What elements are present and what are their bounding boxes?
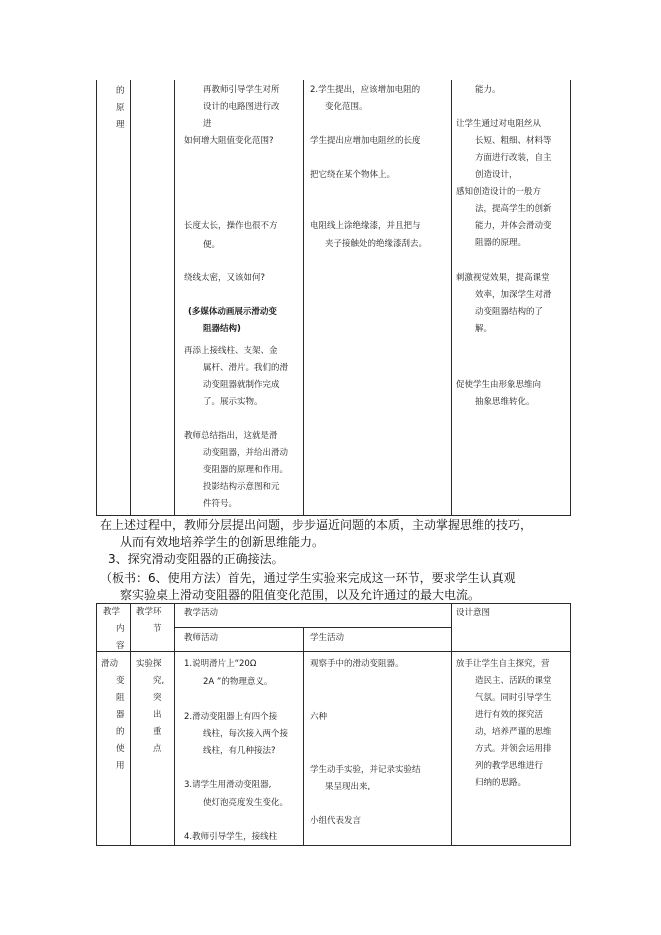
header-student: 学生活动 xyxy=(310,633,345,643)
student-activity-line: 六种 xyxy=(310,712,328,722)
table1-col-divider-4 xyxy=(451,80,452,516)
design-intent-line: 阻器的原理。 xyxy=(475,238,527,248)
table2-col-divider-1 xyxy=(130,603,131,846)
header-content: 容 xyxy=(116,641,125,651)
content-char: 用 xyxy=(116,761,125,771)
table2-subheader-line xyxy=(174,627,451,628)
design-intent-line: 方面进行改装，自主 xyxy=(475,153,552,163)
table2-col-divider-3 xyxy=(303,627,304,846)
table2-header-bottom xyxy=(96,651,571,652)
teacher-activity-line: 线柱，有几种接法? xyxy=(203,746,276,756)
teacher-activity-line: 属杆、滑片。我们的滑 xyxy=(203,363,289,373)
design-intent-line: 感知创造设计的一般方 xyxy=(456,187,542,197)
content-char: 使 xyxy=(116,744,125,754)
design-intent-line: 动，培养严谨的思维 xyxy=(475,727,552,737)
teacher-activity-line: 了。展示实物。 xyxy=(203,397,263,407)
teacher-activity-line: 2A ”的物理意义。 xyxy=(203,677,273,687)
teacher-activity-line: 2.滑动变阻器上有四个接 xyxy=(184,712,278,722)
table2-col-divider-2 xyxy=(174,603,175,846)
table2-border-left xyxy=(96,603,97,846)
teacher-activity-line: (多媒体动画展示滑动变 xyxy=(188,307,277,317)
teacher-activity-line: 绕线太密，又该如何? xyxy=(184,273,266,283)
teacher-activity-line: 再教师引导学生对所 xyxy=(203,85,280,95)
design-intent-line: 创造设计， xyxy=(475,170,518,180)
paragraph-line: 从而有效地培养学生的创新思维能力。 xyxy=(120,535,325,549)
step-char: 出 xyxy=(153,710,162,720)
student-activity-line: 学生提出应增加电阻丝的长度 xyxy=(310,136,421,146)
content-char: 的 xyxy=(116,727,125,737)
design-intent-line: 列的教学思维进行 xyxy=(475,761,544,771)
table1-border-left xyxy=(96,80,97,516)
student-activity-line: 变化范围。 xyxy=(325,102,368,112)
header-activity: 教学活动 xyxy=(184,608,219,618)
student-activity-line: 2.学生提出，应该增加电阻的 xyxy=(310,85,421,95)
design-intent-line: 解。 xyxy=(475,324,493,334)
step-char: 实验探 xyxy=(136,659,162,669)
teacher-activity-line: 动变阻器，并给出滑动 xyxy=(203,448,289,458)
student-activity-line: 夹子接触处的绝缘漆刮去。 xyxy=(325,239,428,249)
teacher-activity-line: 使灯泡亮度发生变化。 xyxy=(203,798,289,808)
student-activity-line: 电阻线上涂绝缘漆，并且把与 xyxy=(310,221,421,231)
teacher-activity-line: 进 xyxy=(203,119,212,129)
teacher-activity-line: 如何增大阻值变化范围? xyxy=(184,136,274,146)
teacher-activity-line: 件符号。 xyxy=(203,499,238,509)
paragraph-line: 察实验桌上滑动变阻器的阻值变化范围，以及允许通过的最大电流。 xyxy=(120,588,481,602)
design-intent-line: 能力。 xyxy=(475,85,501,95)
step-char: 点 xyxy=(153,744,162,754)
table2-col-divider-4 xyxy=(451,603,452,846)
teacher-activity-line: 动变阻器就制作完成 xyxy=(203,380,280,390)
header-step: 教学环 xyxy=(136,607,162,617)
design-intent-line: 法，提高学生的创新 xyxy=(475,204,552,214)
teacher-activity-line: 阻器结构) xyxy=(203,324,241,334)
student-activity-line: 把它绕在某个物体上。 xyxy=(310,170,396,180)
header-step: 节 xyxy=(153,624,162,634)
teacher-activity-line: 设计的电路图进行改 xyxy=(203,102,280,112)
table2-border-top xyxy=(96,603,571,604)
step-char: 突 xyxy=(153,693,162,703)
design-intent-line: 动变阻器结构的了 xyxy=(475,307,544,317)
student-activity-line: 学生动手实验，并记录实验结 xyxy=(310,765,421,775)
header-intent: 设计意图 xyxy=(456,608,491,618)
teacher-activity-line: 再添上接线柱、支架、金 xyxy=(184,346,278,356)
header-content: 内 xyxy=(116,624,125,634)
teacher-activity-line: 1.说明滑片上“20Ω xyxy=(184,659,257,669)
design-intent-line: 气氛。同时引导学生 xyxy=(475,693,552,703)
content-char: 滑动 xyxy=(101,659,119,669)
student-activity-line: 小组代表发言 xyxy=(310,816,362,826)
step-char: 究, xyxy=(153,676,165,686)
teacher-activity-line: 投影结构示意图和元 xyxy=(203,482,280,492)
design-intent-line: 抽象思维转化。 xyxy=(475,397,535,407)
table1-col-divider-3 xyxy=(303,80,304,516)
design-intent-line: 进行有效的探究活 xyxy=(475,710,544,720)
table1-content-char: 原 xyxy=(116,103,125,113)
section-heading: 3、探究滑动变阻器的正确接法。 xyxy=(108,552,284,566)
teacher-activity-line: 便。 xyxy=(203,240,221,250)
paragraph-line: 在上述过程中，教师分层提出问题，步步逼近问题的本质，主动掌握思维的技巧， xyxy=(100,518,533,532)
teacher-activity-line: 3.请学生用滑动变阻器, xyxy=(184,780,272,790)
content-char: 阻 xyxy=(116,693,125,703)
table1-col-divider-1 xyxy=(130,80,131,516)
design-intent-line: 促使学生由形象思维向 xyxy=(456,380,542,390)
table1-content-char: 的 xyxy=(116,86,125,96)
student-activity-line: 观察手中的滑动变阻器。 xyxy=(310,659,404,669)
design-intent-line: 能力，并体会滑动变 xyxy=(475,221,552,231)
teacher-activity-line: 线柱，每次接入两个接 xyxy=(203,729,289,739)
teacher-activity-line: 4.教师引导学生，接线柱 xyxy=(184,832,278,842)
student-activity-line: 果呈现出来, xyxy=(325,782,371,792)
table1-col-divider-2 xyxy=(174,80,175,516)
table1-content-char: 理 xyxy=(116,120,125,130)
design-intent-line: 长短、粗细、材料等 xyxy=(475,136,552,146)
table2-border-right xyxy=(570,603,571,846)
header-content: 教学 xyxy=(103,607,121,617)
teacher-activity-line: 教师总结指出，这就是滑 xyxy=(184,431,278,441)
design-intent-line: 放手让学生自主探究，营 xyxy=(456,659,550,669)
design-intent-line: 造民主、活跃的课堂 xyxy=(475,676,552,686)
design-intent-line: 让学生通过对电阻丝从 xyxy=(456,119,542,129)
teacher-activity-line: 长度太长，操作也很不方 xyxy=(184,221,278,231)
design-intent-line: 方式。并领会运用排 xyxy=(475,744,552,754)
content-char: 变 xyxy=(116,676,125,686)
design-intent-line: 归纳的思路。 xyxy=(475,778,527,788)
header-teacher: 教师活动 xyxy=(184,633,219,643)
paragraph-line: （板书：6、使用方法）首先，通过学生实验来完成这一环节，要求学生认真观 xyxy=(100,571,516,585)
content-char: 器 xyxy=(116,710,125,720)
step-char: 重 xyxy=(153,727,162,737)
table1-border-right xyxy=(570,80,571,516)
design-intent-line: 刺激视觉效果，提高课堂 xyxy=(456,273,550,283)
design-intent-line: 效率，加深学生对滑 xyxy=(475,290,552,300)
table2-border-bottom xyxy=(96,845,571,846)
teacher-activity-line: 变阻器的原理和作用。 xyxy=(203,465,289,475)
